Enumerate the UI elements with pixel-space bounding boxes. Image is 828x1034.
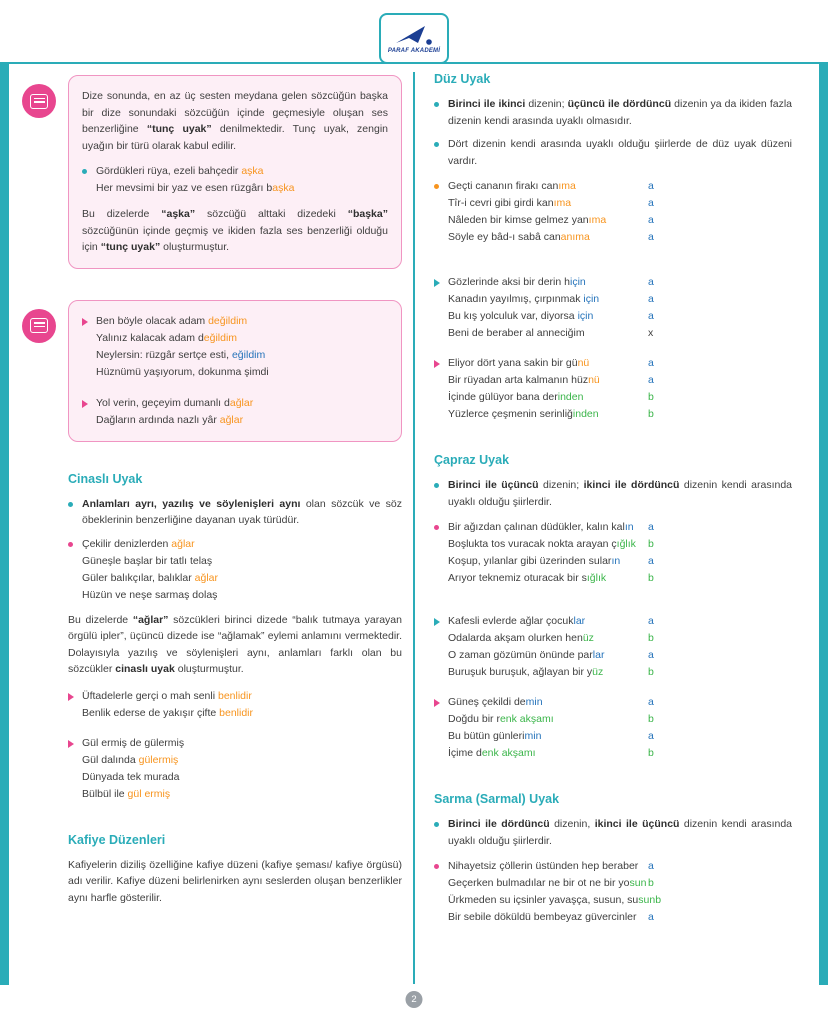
bullet-dot: [434, 864, 439, 869]
duz-definition-item-1: [434, 96, 792, 129]
brand-name: PARAF AKADEMİ: [387, 47, 441, 54]
verse-line: [448, 694, 654, 711]
verse-line: [448, 229, 654, 246]
arrow-triangle: [68, 693, 74, 701]
verse-line: [448, 308, 654, 325]
verse-line: [448, 406, 654, 423]
verse-line: [448, 728, 654, 745]
verse-line: [448, 195, 654, 212]
cinasli-explanation: Bu dizelerde “ağlar” sözcükleri birinci dizede “balık tutmaya yarayan örgülü ipler”, üçüncü dizede ise “ağlamak” eylemi anlamını vermektedir. Dolayısıyla yazılış ve söylenişleri aynı, anlamları farklı olan bu sözcükler cinaslı uyak oluşturmuştur.: [68, 613, 402, 675]
verse-text: Boşlukta tos vuracak nokta arayan çığlık: [448, 538, 636, 550]
verse-line: [448, 570, 654, 587]
rhyme-letter: a: [648, 615, 654, 627]
verse-line: [448, 664, 654, 681]
verse-text: Arıyor teknemiz oturacak bir sığlık: [448, 572, 607, 584]
arrow-icon: [68, 735, 82, 803]
rhyme-letter: b: [648, 391, 654, 403]
rhyme-letter: a: [648, 911, 654, 923]
verse-text: Bir rüyadan arta kalmanın hüznü: [448, 374, 600, 386]
tunc-uyak-info-box: [68, 75, 402, 269]
verse-text: Geçti cananın firakı canıma: [448, 180, 576, 192]
verse-text: Bu bütün günlerimin: [448, 730, 542, 742]
verse-group-degildim: [82, 313, 388, 381]
arrow-triangle: [434, 699, 440, 707]
verse-line: [448, 858, 661, 875]
verse-line: [448, 291, 654, 308]
bullet-icon: [434, 178, 448, 246]
verse-group-duz-3: [434, 355, 792, 423]
verse-group-sarma-1: [434, 858, 792, 926]
cinasli-definition-item: [68, 496, 402, 529]
bullet-dot: [434, 142, 439, 147]
kafiye-duzenleri-text: Kafiyelerin diziliş özelliğine kafiye düzeni (kafiye şeması/ kafiye örgüsü) adı verilir. Kafiye düzeni belirlenirken aynı seslerden oluşan benzerlikler aynı harfle gösterilir.: [68, 858, 402, 904]
bullet-dot: [434, 483, 439, 488]
verse-text: Ürkmeden su içsinler yavaşça, susun, susun: [448, 894, 656, 906]
page-number: 2: [411, 994, 417, 1005]
verse-line: [448, 892, 661, 909]
right-column: [434, 72, 792, 926]
book-glyph: [30, 94, 48, 109]
verse-line: [448, 519, 654, 536]
tunc-uyak-explanation: Bu dizelerde “aşka” sözcüğü alttaki dizedeki “başka” sözcüğünün içinde geçmiş ve ikiden fazla ses benzerliği olduğu için “tunç uyak” oluşturmuştur.: [82, 208, 388, 253]
verse-text: Bir sebile döküldü bembeyaz güvercinler: [448, 911, 637, 923]
verse-lines: [82, 688, 253, 722]
rhyme-letter: a: [648, 180, 654, 192]
rhyme-letter: a: [648, 696, 654, 708]
verse-line: [448, 178, 654, 195]
rhyme-letter: a: [648, 730, 654, 742]
verse-lines: [82, 735, 184, 803]
arrow-triangle: [82, 400, 88, 408]
rhyme-letter: a: [648, 357, 654, 369]
rhyme-letter: x: [648, 327, 654, 339]
verse-line: Çekilir denizlerden ağlar: [82, 537, 195, 550]
arrow-icon: [82, 395, 96, 429]
heading-duz-uyak: Düz Uyak: [434, 72, 491, 86]
bullet-dot: [434, 102, 439, 107]
verse-group-duz-1: [434, 178, 792, 246]
verse-text: Koşup, yılanlar gibi üzerinden suların: [448, 555, 621, 567]
paraf-arrow-icon: [395, 24, 433, 46]
verse-line: Güler balıkçılar, balıklar ağlar: [82, 571, 218, 584]
verse-text: Geçerken bulmadılar ne bir ot ne bir yosun: [448, 877, 647, 889]
cinasli-definition: Anlamları ayrı, yazılış ve söylenişleri aynı olan sözcük ve söz öbeklerinin benzerliğine dayanan uyak türüdür.: [82, 497, 402, 526]
left-column: [30, 72, 402, 926]
verse-group-cinasli-1: [68, 536, 402, 604]
verse-line: [448, 647, 654, 664]
verse-text: Eliyor dört yana sakin bir günü: [448, 357, 590, 369]
verse-group-capraz-2: [434, 613, 792, 681]
duz-definition-2: Dört dizenin kendi arasında uyaklı olduğu şiirlerde de düz uyak düzeni vardır.: [448, 138, 792, 167]
bullet-dot: [68, 542, 73, 547]
bullet-dot: [82, 169, 87, 174]
verse-lines: [448, 178, 654, 246]
book-icon: [22, 309, 56, 343]
verse-line: Her mevsimi bir yaz ve esen rüzgârı başka: [96, 182, 295, 194]
verse-lines: [96, 313, 269, 381]
bullet-dot: [434, 184, 439, 189]
rhyme-letter: b: [648, 747, 654, 759]
verse-text: Bu kış yolculuk var, diyorsa için: [448, 310, 594, 322]
left-edge-bar: [0, 63, 9, 985]
verse-line: [448, 355, 654, 372]
bullet-icon: [434, 519, 448, 587]
arrow-triangle: [82, 318, 88, 326]
verse-group-cinasli-3: [68, 735, 402, 803]
verse-line: [448, 372, 654, 389]
heading-cinasli-uyak: Cinaslı Uyak: [68, 471, 143, 486]
verse-text: Buruşuk buruşuk, ağlayan bir yüz: [448, 666, 604, 678]
rhyme-letter: a: [648, 231, 654, 243]
verse-lines: [448, 694, 654, 762]
verse-line: Bülbül ile gül ermiş: [82, 787, 171, 800]
verse-line: [448, 325, 654, 342]
sarma-definition-item: [434, 816, 792, 849]
verse-line: Güneşle başlar bir tatlı telaş: [82, 554, 213, 567]
verse-text: Gözlerinde aksi bir derin hiçin: [448, 276, 586, 288]
heading-capraz-uyak: Çapraz Uyak: [434, 453, 510, 467]
rhyme-letter: a: [648, 860, 654, 872]
capraz-definition: Birinci ile üçüncü dizenin; ikinci ile dördüncü dizenin kendi arasında uyaklı olduğu şiirlerdir.: [448, 479, 792, 508]
rhyme-letter: b: [648, 632, 654, 644]
arrow-triangle: [68, 740, 74, 748]
rhyme-letter: a: [648, 555, 654, 567]
verse-line: [448, 909, 661, 926]
verse-group-tunc: [82, 163, 388, 197]
verse-line: [448, 711, 654, 728]
verse-text: Bir ağızdan çalınan düdükler, kalın kalın: [448, 521, 634, 533]
verse-line: [448, 630, 654, 647]
right-edge-bar: [819, 63, 828, 985]
verse-text: Odalarda akşam olurken henüz: [448, 632, 594, 644]
examples-box: [68, 300, 402, 442]
verse-text: Güneş çekildi demin: [448, 696, 543, 708]
arrow-icon: [434, 355, 448, 423]
rhyme-letter: a: [648, 276, 654, 288]
bullet-dot: [434, 822, 439, 827]
verse-line: Dağların ardında nazlı yâr ağlar: [96, 413, 244, 426]
bullet-icon: [434, 858, 448, 926]
verse-line: Ben böyle olacak adam değildim: [96, 314, 248, 327]
rhyme-letter: b: [648, 713, 654, 725]
verse-group-capraz-1: [434, 519, 792, 587]
verse-line: Hüznümü yaşıyorum, dokunma şimdi: [96, 365, 269, 378]
rhyme-letter: a: [648, 293, 654, 305]
verse-text: Kafesli evlerde ağlar çocuklar: [448, 615, 586, 627]
sarma-definition: Birinci ile dördüncü dizenin, ikinci ile üçüncü dizenin kendi arasında uyaklı olduğu şiirlerdir.: [448, 818, 792, 847]
verse-line: Gördükleri rüya, ezeli bahçedir aşka: [96, 165, 264, 177]
duz-definition-1: Birinci ile ikinci dizenin; üçüncü ile dördüncü dizenin ya da ikiden fazla dizenin kendi arasında uyaklı olmasıdır.: [448, 98, 792, 127]
bullet-icon: [434, 96, 448, 129]
verse-line: [448, 274, 654, 291]
verse-line: Üftadelerle gerçi o mah senli benlidir: [82, 689, 252, 702]
verse-line: [448, 536, 654, 553]
verse-line: [448, 212, 654, 229]
rhyme-letter: a: [648, 649, 654, 661]
verse-lines: [448, 613, 654, 681]
verse-text: Beni de beraber al anneciğim: [448, 327, 585, 339]
verse-group-capraz-3: [434, 694, 792, 762]
rhyme-letter: b: [648, 408, 654, 420]
verse-line: Gül ermiş de gülermiş: [82, 736, 185, 749]
verse-text: İçinde gülüyor bana derinden: [448, 391, 584, 403]
rhyme-letter: b: [648, 572, 654, 584]
verse-line: [448, 745, 654, 762]
verse-lines: [448, 274, 654, 342]
verse-lines: [96, 163, 294, 197]
brand-logo: [379, 13, 449, 64]
verse-text: O zaman gözümün önünde parlar: [448, 649, 605, 661]
rhyme-letter: b: [648, 877, 654, 889]
verse-line: Gül dalında gülermiş: [82, 753, 179, 766]
verse-lines: [448, 858, 661, 926]
arrow-icon: [82, 313, 96, 381]
bullet-icon: [434, 136, 448, 169]
verse-text: Yüzlerce çeşmenin serinliğinden: [448, 408, 599, 420]
rhyme-letter: b: [655, 894, 662, 906]
heading-sarma-uyak: Sarma (Sarmal) Uyak: [434, 792, 560, 806]
rhyme-letter: b: [648, 538, 654, 550]
page-content: [30, 72, 792, 926]
verse-line: [448, 875, 661, 892]
verse-group-cinasli-2: [68, 688, 402, 722]
arrow-triangle: [434, 360, 440, 368]
verse-text: Söyle ey bâd-ı sabâ cananıma: [448, 231, 590, 243]
rhyme-letter: a: [648, 214, 654, 226]
arrow-icon: [434, 274, 448, 342]
verse-line: Benlik ederse de yakışır çifte benlidir: [82, 706, 254, 719]
page-number-badge: [406, 991, 423, 1008]
rhyme-letter: a: [648, 374, 654, 386]
rhyme-letter: a: [648, 521, 654, 533]
rhyme-letter: a: [648, 310, 654, 322]
verse-group-aglar: [82, 395, 388, 429]
verse-group-duz-2: [434, 274, 792, 342]
bullet-icon: [82, 163, 96, 197]
verse-line: Dünyada tek murada: [82, 770, 180, 783]
book-icon: [22, 84, 56, 118]
rhyme-letter: b: [648, 666, 654, 678]
arrow-icon: [434, 694, 448, 762]
tunc-uyak-definition: Dize sonunda, en az üç sesten meydana gelen sözcüğün başka bir dize sonundaki sözcüğün içinde geçmesiyle oluşan ses benzerliğine “tunç uyak” denilmektedir. Tunç uyak, zengin uyağın bir türü olarak kabul edilir.: [82, 90, 388, 152]
verse-lines: [448, 519, 654, 587]
bullet-icon: [434, 816, 448, 849]
verse-line: Yalınız kalacak adam değildim: [96, 331, 238, 344]
bullet-icon: [434, 477, 448, 510]
bullet-icon: [68, 536, 82, 604]
verse-line: Yol verin, geçeyim dumanlı dağlar: [96, 396, 254, 409]
capraz-definition-item: [434, 477, 792, 510]
heading-kafiye-duzenleri: Kafiye Düzenleri: [68, 832, 166, 847]
verse-line: Hüzün ve neşe sarmaş dolaş: [82, 588, 218, 601]
verse-lines: [448, 355, 654, 423]
verse-line: Neylersin: rüzgâr sertçe esti, eğildim: [96, 348, 266, 361]
bullet-dot: [68, 502, 73, 507]
arrow-triangle: [434, 618, 440, 626]
verse-text: Doğdu bir renk akşamı: [448, 713, 554, 725]
bullet-icon: [68, 496, 82, 529]
verse-line: [448, 613, 654, 630]
arrow-triangle: [434, 279, 440, 287]
arrow-icon: [68, 688, 82, 722]
verse-text: Nâleden bir kimse gelmez yanıma: [448, 214, 607, 226]
book-glyph: [30, 318, 48, 333]
verse-text: Tîr-i cevri gibi girdi kanıma: [448, 197, 572, 209]
arrow-icon: [434, 613, 448, 681]
rhyme-letter: a: [648, 197, 654, 209]
bullet-dot: [434, 525, 439, 530]
verse-lines: [96, 395, 253, 429]
verse-text: Kanadın yayılmış, çırpınmak için: [448, 293, 600, 305]
verse-lines: [82, 536, 218, 604]
verse-text: İçime denk akşamı: [448, 747, 536, 759]
verse-line: [448, 389, 654, 406]
verse-line: [448, 553, 654, 570]
verse-text: Nihayetsiz çöllerin üstünden hep beraber: [448, 860, 639, 872]
duz-definition-item-2: [434, 136, 792, 169]
